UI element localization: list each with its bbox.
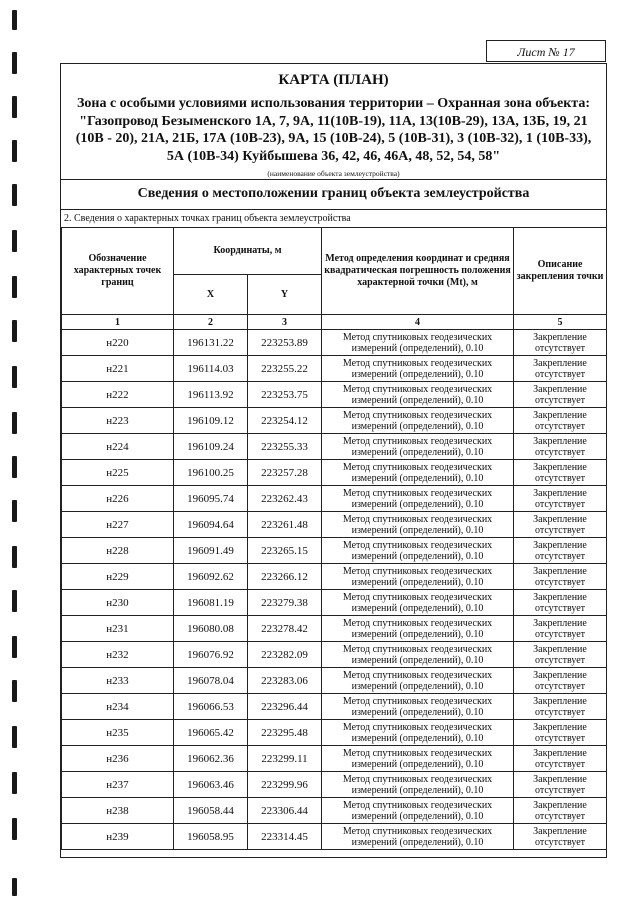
description-line: отсутствует: [535, 784, 586, 796]
method-cell: [322, 772, 514, 798]
table-row: [62, 616, 607, 642]
method-line: Метод спутниковых геодезических: [342, 825, 493, 837]
column-number: 3: [248, 315, 322, 330]
zone-title-line: "Газопровод Безыменского 1А, 7, 9А, 11(10В-19), 11А, 13(10В-29), 13А, 13Б, 19, 21: [79, 113, 588, 129]
method-line: Метод спутниковых геодезических: [342, 513, 493, 525]
method-line: измерений (определений), 0.10: [351, 784, 484, 796]
method-line: Метод спутниковых геодезических: [342, 747, 493, 759]
description-cell: [514, 460, 607, 486]
method-line: Метод спутниковых геодезических: [342, 487, 493, 499]
coord-x: 196109.12: [174, 408, 248, 434]
method-line: измерений (определений), 0.10: [351, 446, 484, 458]
method-line: измерений (определений), 0.10: [351, 810, 484, 822]
point-id: н235: [62, 720, 174, 746]
method-line: Метод спутниковых геодезических: [342, 435, 493, 447]
method-cell: [322, 382, 514, 408]
table-row: [62, 460, 607, 486]
table-row: [62, 356, 607, 382]
method-cell: [322, 330, 514, 356]
coord-y: 223265.15: [248, 538, 322, 564]
description-cell: [514, 642, 607, 668]
description-line: Закрепление: [533, 383, 587, 395]
header-coords: Координаты, м: [174, 228, 322, 275]
point-id: н233: [62, 668, 174, 694]
column-number: 5: [514, 315, 607, 330]
coord-x: 196081.19: [174, 590, 248, 616]
description-line: Закрепление: [533, 331, 587, 343]
coord-x: 196100.25: [174, 460, 248, 486]
coord-y: 223296.44: [248, 694, 322, 720]
description-line: отсутствует: [535, 342, 586, 354]
point-id: н231: [62, 616, 174, 642]
table-row: [62, 330, 607, 356]
coord-x: 196076.92: [174, 642, 248, 668]
description-line: Закрепление: [533, 617, 587, 629]
table-row: [62, 824, 607, 850]
description-line: отсутствует: [535, 654, 586, 666]
method-line: измерений (определений), 0.10: [351, 550, 484, 562]
method-cell: [322, 434, 514, 460]
coord-y: 223253.75: [248, 382, 322, 408]
table-row: [62, 772, 607, 798]
coord-x: 196058.95: [174, 824, 248, 850]
zone-title-line: Зона с особыми условиями использования территории – Охранная зона объекта:: [76, 96, 591, 111]
description-line: отсутствует: [535, 368, 586, 380]
object-caption: (наименование объекта землеустройства): [267, 169, 400, 178]
description-cell: [514, 434, 607, 460]
method-line: измерений (определений), 0.10: [351, 836, 484, 848]
points-table-body: [62, 330, 607, 850]
description-cell: [514, 590, 607, 616]
method-cell: [322, 616, 514, 642]
description-line: Закрепление: [533, 539, 587, 551]
description-line: отсутствует: [535, 472, 586, 484]
method-line: измерений (определений), 0.10: [351, 628, 484, 640]
method-line: Метод спутниковых геодезических: [342, 565, 493, 577]
point-id: н222: [62, 382, 174, 408]
method-cell: [322, 746, 514, 772]
table-row: [62, 434, 607, 460]
document-frame: [60, 63, 607, 858]
description-line: Закрепление: [533, 565, 587, 577]
description-line: отсутствует: [535, 602, 586, 614]
description-line: отсутствует: [535, 446, 586, 458]
point-id: н229: [62, 564, 174, 590]
coord-x: 196062.36: [174, 746, 248, 772]
method-cell: [322, 824, 514, 850]
method-cell: [322, 590, 514, 616]
method-cell: [322, 486, 514, 512]
zone-title-line: (10В - 20), 21А, 21Б, 17А (10В-23), 9А, 15 (10В-24), 5 (10В-31), 3 (10В-32), 1 (10В-33),: [75, 131, 592, 146]
method-line: Метод спутниковых геодезических: [342, 591, 493, 603]
header-description: Описание закрепления точки: [514, 228, 607, 315]
point-id: н225: [62, 460, 174, 486]
description-line: Закрепление: [533, 487, 587, 499]
table-row: [62, 590, 607, 616]
method-line: измерений (определений), 0.10: [351, 602, 484, 614]
description-line: Закрепление: [533, 773, 587, 785]
coord-y: 223299.11: [248, 746, 322, 772]
description-line: Закрепление: [533, 409, 587, 421]
coord-y: 223283.06: [248, 668, 322, 694]
point-id: н234: [62, 694, 174, 720]
table-row: [62, 798, 607, 824]
point-id: н236: [62, 746, 174, 772]
point-id: н237: [62, 772, 174, 798]
description-line: Закрепление: [533, 435, 587, 447]
description-cell: [514, 330, 607, 356]
point-id: н230: [62, 590, 174, 616]
method-line: измерений (определений), 0.10: [351, 732, 484, 744]
method-line: измерений (определений), 0.10: [351, 498, 484, 510]
column-number: 2: [174, 315, 248, 330]
description-line: отсутствует: [535, 550, 586, 562]
coord-x: 196131.22: [174, 330, 248, 356]
method-line: Метод спутниковых геодезических: [342, 357, 493, 369]
method-cell: [322, 408, 514, 434]
method-line: Метод спутниковых геодезических: [342, 331, 493, 343]
column-number: 1: [62, 315, 174, 330]
method-line: измерений (определений), 0.10: [351, 420, 484, 432]
coord-y: 223266.12: [248, 564, 322, 590]
coord-x: 196078.04: [174, 668, 248, 694]
method-line: измерений (определений), 0.10: [351, 706, 484, 718]
description-line: Закрепление: [533, 825, 587, 837]
header-point: Обозначение характерных точек границ: [62, 228, 174, 315]
description-line: отсутствует: [535, 498, 586, 510]
point-id: н238: [62, 798, 174, 824]
coord-x: 196066.53: [174, 694, 248, 720]
description-cell: [514, 772, 607, 798]
point-id: н220: [62, 330, 174, 356]
table-row: [62, 408, 607, 434]
coord-y: 223278.42: [248, 616, 322, 642]
description-cell: [514, 720, 607, 746]
description-line: отсутствует: [535, 758, 586, 770]
coord-x: 196080.08: [174, 616, 248, 642]
description-cell: [514, 356, 607, 382]
description-line: отсутствует: [535, 394, 586, 406]
description-line: Закрепление: [533, 669, 587, 681]
coord-x: 196094.64: [174, 512, 248, 538]
description-line: Закрепление: [533, 721, 587, 733]
coord-y: 223295.48: [248, 720, 322, 746]
coord-y: 223306.44: [248, 798, 322, 824]
description-line: отсутствует: [535, 732, 586, 744]
description-line: Закрепление: [533, 747, 587, 759]
coord-y: 223255.22: [248, 356, 322, 382]
description-cell: [514, 408, 607, 434]
description-line: Закрепление: [533, 461, 587, 473]
method-line: Метод спутниковых геодезических: [342, 539, 493, 551]
coord-y: 223262.43: [248, 486, 322, 512]
method-cell: [322, 460, 514, 486]
method-cell: [322, 564, 514, 590]
table-row: [62, 538, 607, 564]
method-cell: [322, 356, 514, 382]
description-cell: [514, 512, 607, 538]
method-line: измерений (определений), 0.10: [351, 394, 484, 406]
point-id: н226: [62, 486, 174, 512]
column-number: 4: [322, 315, 514, 330]
method-line: Метод спутниковых геодезических: [342, 461, 493, 473]
point-id: н221: [62, 356, 174, 382]
map-title: КАРТА (ПЛАН): [278, 72, 389, 88]
coord-x: 196092.62: [174, 564, 248, 590]
method-line: Метод спутниковых геодезических: [342, 695, 493, 707]
method-line: измерений (определений), 0.10: [351, 680, 484, 692]
table-row: [62, 668, 607, 694]
coord-y: 223255.33: [248, 434, 322, 460]
method-line: измерений (определений), 0.10: [351, 524, 484, 536]
method-line: Метод спутниковых геодезических: [342, 643, 493, 655]
method-line: Метод спутниковых геодезических: [342, 721, 493, 733]
coord-x: 196095.74: [174, 486, 248, 512]
method-line: Метод спутниковых геодезических: [342, 383, 493, 395]
zone-title: [61, 89, 606, 165]
description-line: Закрепление: [533, 643, 587, 655]
method-cell: [322, 668, 514, 694]
coord-y: 223257.28: [248, 460, 322, 486]
method-line: измерений (определений), 0.10: [351, 576, 484, 588]
description-cell: [514, 538, 607, 564]
zone-title-line: 5А (10В-34) Куйбышева 36, 42, 46, 46А, 48, 52, 54, 58": [166, 148, 501, 164]
method-cell: [322, 720, 514, 746]
method-cell: [322, 512, 514, 538]
description-cell: [514, 668, 607, 694]
method-line: Метод спутниковых геодезических: [342, 669, 493, 681]
description-line: Закрепление: [533, 513, 587, 525]
coord-y: 223254.12: [248, 408, 322, 434]
description-line: отсутствует: [535, 524, 586, 536]
sheet-number: Лист № 17: [486, 40, 606, 62]
coord-y: 223253.89: [248, 330, 322, 356]
header-method: Метод определения координат и средняя квадратическая погрешность положения характерной точки (Mt), м: [322, 228, 514, 315]
coord-y: 223279.38: [248, 590, 322, 616]
coord-y: 223314.45: [248, 824, 322, 850]
description-cell: [514, 798, 607, 824]
point-id: н228: [62, 538, 174, 564]
point-id: н224: [62, 434, 174, 460]
method-line: измерений (определений), 0.10: [351, 472, 484, 484]
coord-x: 196113.92: [174, 382, 248, 408]
coord-x: 196058.44: [174, 798, 248, 824]
description-cell: [514, 564, 607, 590]
binder-holes: [12, 0, 20, 905]
method-line: Метод спутниковых геодезических: [342, 773, 493, 785]
description-line: отсутствует: [535, 420, 586, 432]
description-line: Закрепление: [533, 695, 587, 707]
method-line: Метод спутниковых геодезических: [342, 617, 493, 629]
coord-x: 196114.03: [174, 356, 248, 382]
table-row: [62, 746, 607, 772]
description-cell: [514, 616, 607, 642]
coord-y: 223299.96: [248, 772, 322, 798]
points-table: [61, 227, 607, 850]
description-line: отсутствует: [535, 706, 586, 718]
description-cell: [514, 694, 607, 720]
table-row: [62, 720, 607, 746]
coord-y: 223261.48: [248, 512, 322, 538]
method-cell: [322, 642, 514, 668]
table-row: [62, 694, 607, 720]
title-block: [61, 64, 606, 180]
method-line: измерений (определений), 0.10: [351, 342, 484, 354]
table-row: [62, 564, 607, 590]
table-row: [62, 382, 607, 408]
point-id: н223: [62, 408, 174, 434]
coord-x: 196091.49: [174, 538, 248, 564]
coord-y: 223282.09: [248, 642, 322, 668]
method-cell: [322, 694, 514, 720]
table-row: [62, 486, 607, 512]
description-cell: [514, 746, 607, 772]
description-line: отсутствует: [535, 836, 586, 848]
coord-x: 196063.46: [174, 772, 248, 798]
header-x: X: [174, 275, 248, 315]
description-line: Закрепление: [533, 799, 587, 811]
description-line: отсутствует: [535, 680, 586, 692]
section-subtitle: 2. Сведения о характерных точках границ объекта землеустройства: [64, 213, 351, 224]
header-y: Y: [248, 275, 322, 315]
description-cell: [514, 486, 607, 512]
method-line: измерений (определений), 0.10: [351, 654, 484, 666]
table-row: [62, 512, 607, 538]
coord-x: 196109.24: [174, 434, 248, 460]
table-row: [62, 642, 607, 668]
description-cell: [514, 382, 607, 408]
method-cell: [322, 538, 514, 564]
section-title: Сведения о местоположении границ объекта землеустройства: [61, 179, 606, 210]
point-id: н239: [62, 824, 174, 850]
description-line: отсутствует: [535, 810, 586, 822]
method-cell: [322, 798, 514, 824]
description-line: Закрепление: [533, 357, 587, 369]
method-line: измерений (определений), 0.10: [351, 368, 484, 380]
description-line: Закрепление: [533, 591, 587, 603]
point-id: н232: [62, 642, 174, 668]
description-line: отсутствует: [535, 576, 586, 588]
coord-x: 196065.42: [174, 720, 248, 746]
description-line: отсутствует: [535, 628, 586, 640]
method-line: измерений (определений), 0.10: [351, 758, 484, 770]
method-line: Метод спутниковых геодезических: [342, 409, 493, 421]
description-cell: [514, 824, 607, 850]
point-id: н227: [62, 512, 174, 538]
method-line: Метод спутниковых геодезических: [342, 799, 493, 811]
